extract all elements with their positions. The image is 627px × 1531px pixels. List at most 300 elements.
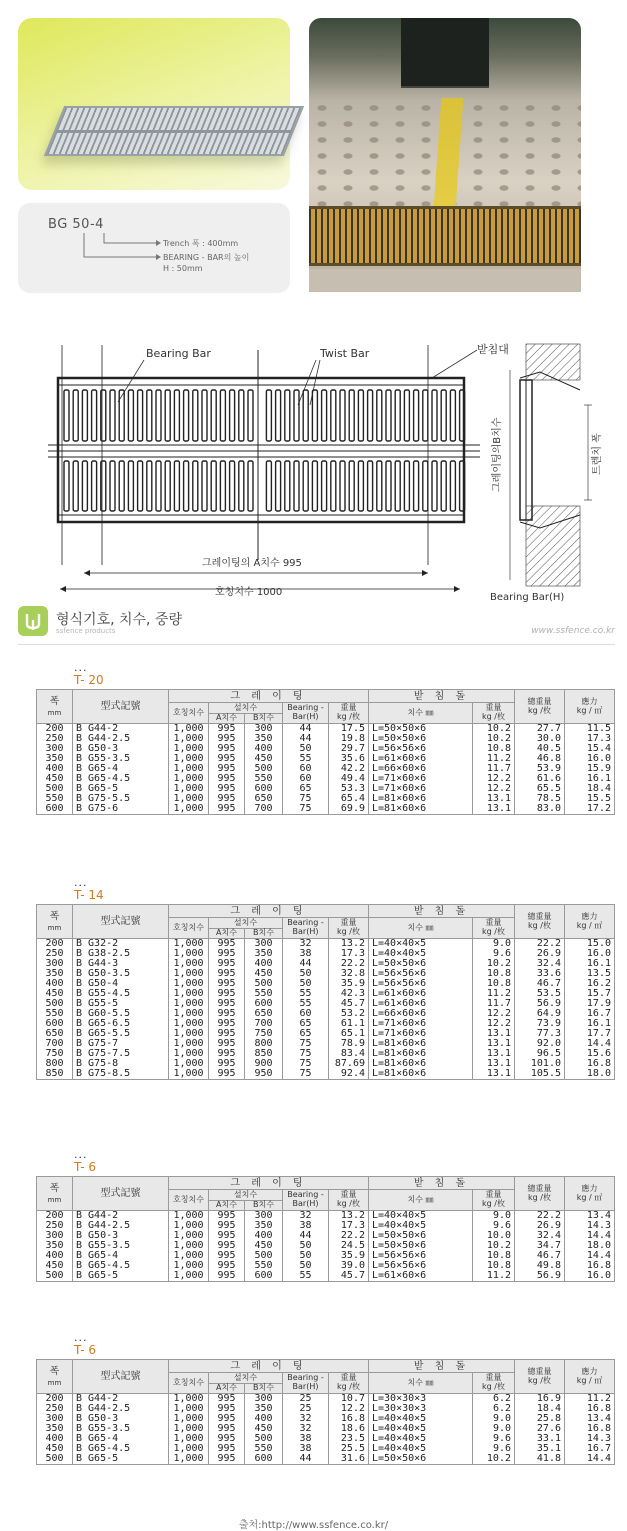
bearing-header: Bearing - Bar(H)	[283, 1373, 329, 1394]
grating-bar	[82, 390, 87, 441]
total-weight-cell: 22.2	[515, 939, 565, 950]
total-weight-cell: 56.9	[515, 999, 565, 1009]
stress-cell: 13.4	[565, 1211, 615, 1222]
support-weight-cell: 9.0	[473, 1211, 515, 1222]
nominal-cell: 1,000	[169, 1261, 209, 1271]
width-cell: 200	[37, 1211, 73, 1222]
support-weight-cell: 13.1	[473, 1039, 515, 1049]
grating-diagram	[40, 330, 603, 609]
support-dim-cell: L=40×40×5	[369, 1424, 473, 1434]
total-weight-cell: 64.9	[515, 1009, 565, 1019]
a-dim-cell: 995	[209, 1251, 245, 1261]
a-dim-cell: 995	[209, 1221, 245, 1231]
support-dim-cell: L=61×60×6	[369, 989, 473, 999]
bearing-header: Bearing - Bar(H)	[283, 918, 329, 939]
grating-bar	[294, 461, 299, 511]
grating-bar	[174, 390, 179, 441]
total-weight-cell: 53.9	[515, 764, 565, 774]
support-dim-cell: L=66×60×6	[369, 1009, 473, 1019]
grating-bar	[202, 461, 207, 511]
stress-cell: 16.8	[565, 1261, 615, 1271]
support-dim-cell: L=81×60×6	[369, 794, 473, 804]
bearing-cell: 60	[283, 764, 329, 774]
bearing-cell: 50	[283, 744, 329, 754]
grating-bar	[138, 461, 143, 511]
width-cell: 200	[37, 1394, 73, 1405]
support-dim-cell: L=61×60×6	[369, 999, 473, 1009]
model-cell: B G65-4.5	[73, 1444, 169, 1454]
nominal-cell: 1,000	[169, 734, 209, 744]
width-cell: 550	[37, 794, 73, 804]
model-cell: B G60-5.5	[73, 1009, 169, 1019]
table-dots: ...	[74, 661, 88, 674]
grating-bar	[349, 390, 354, 441]
table-label: T- 6	[74, 1160, 97, 1174]
total-weight-cell: 26.9	[515, 1221, 565, 1231]
total-weight-cell: 34.7	[515, 1241, 565, 1251]
total-weight-cell: 40.5	[515, 744, 565, 754]
support-dim-header: 치수 ㎜	[369, 1190, 473, 1211]
model-cell: B G65-4.5	[73, 774, 169, 784]
nominal-cell: 1,000	[169, 1009, 209, 1019]
width-cell: 450	[37, 1261, 73, 1271]
bearing-cell: 65	[283, 784, 329, 794]
total-weight-cell: 30.0	[515, 734, 565, 744]
model-cell: B G65-5	[73, 1271, 169, 1282]
a-dim-cell: 995	[209, 1261, 245, 1271]
bearing-cell: 65	[283, 1019, 329, 1029]
support-dim-cell: L=50×50×6	[369, 1231, 473, 1241]
grating-bar	[64, 461, 69, 511]
bearing-cell: 32	[283, 1424, 329, 1434]
bearing-cell: 50	[283, 1261, 329, 1271]
nominal-cell: 1,000	[169, 1059, 209, 1069]
grating-bar	[73, 461, 78, 511]
grating-bar	[128, 390, 133, 441]
grating-bar	[220, 390, 225, 441]
grating-weight-cell: 53.2	[329, 1009, 369, 1019]
support-weight-cell: 12.2	[473, 1019, 515, 1029]
width-cell: 250	[37, 949, 73, 959]
a-dim-cell: 995	[209, 794, 245, 804]
grating-bar	[358, 390, 363, 441]
grating-weight-header: 重量 kg /枚	[329, 918, 369, 939]
grating-bar	[119, 390, 124, 441]
support-weight-header: 重量 kg /枚	[473, 1190, 515, 1211]
grating-bar	[92, 390, 97, 441]
spec-table-block	[36, 876, 614, 1080]
grating-weight-cell: 65.1	[329, 1029, 369, 1039]
support-weight-cell: 10.8	[473, 969, 515, 979]
support-weight-cell: 11.7	[473, 764, 515, 774]
width-cell: 500	[37, 1454, 73, 1465]
table-row	[37, 1444, 615, 1454]
support-dim-cell: L=81×60×6	[369, 804, 473, 815]
bearing-bar-height-note: BEARING - BAR의 높이	[163, 253, 250, 262]
total-weight-cell: 18.4	[515, 1404, 565, 1414]
grating-weight-cell: 13.2	[329, 939, 369, 950]
stress-cell: 17.9	[565, 999, 615, 1009]
grating-weight-cell: 22.2	[329, 1231, 369, 1241]
model-cell: B G75-8	[73, 1059, 169, 1069]
nominal-dimension-label: 호칭치수 1000	[215, 587, 283, 598]
width-header: 폭 mm	[37, 905, 73, 939]
support-dim-cell: L=50×50×6	[369, 734, 473, 744]
b-dim-cell: 650	[245, 794, 283, 804]
support-weight-cell: 10.8	[473, 1261, 515, 1271]
support-dim-cell: L=56×56×6	[369, 744, 473, 754]
support-dim-cell: L=40×40×5	[369, 1444, 473, 1454]
grating-weight-cell: 16.8	[329, 1414, 369, 1424]
b-dim-cell: 550	[245, 1444, 283, 1454]
a-dim-cell: 995	[209, 939, 245, 950]
tunnel-entrance	[401, 18, 489, 88]
grating-bar	[322, 461, 327, 511]
b-dim-cell: 600	[245, 784, 283, 794]
nominal-cell: 1,000	[169, 1414, 209, 1424]
a-dim-cell: 995	[209, 1211, 245, 1222]
support-weight-cell: 9.6	[473, 949, 515, 959]
bearing-header: Bearing - Bar(H)	[283, 703, 329, 724]
twist-bar-label: Twist Bar	[320, 347, 370, 360]
total-weight-cell: 83.0	[515, 804, 565, 815]
grating-bar	[239, 461, 244, 511]
stress-cell: 17.2	[565, 804, 615, 815]
grating-bar	[377, 461, 382, 511]
table-row	[37, 969, 615, 979]
total-weight-cell: 65.5	[515, 784, 565, 794]
width-cell: 250	[37, 1404, 73, 1414]
width-cell: 450	[37, 989, 73, 999]
stress-cell: 16.8	[565, 1424, 615, 1434]
width-cell: 300	[37, 1414, 73, 1424]
total-weight-cell: 46.8	[515, 754, 565, 764]
grating-bar	[156, 390, 161, 441]
model-cell: B G65-5.5	[73, 1029, 169, 1039]
grating-bar	[193, 390, 198, 441]
total-weight-cell: 77.3	[515, 1029, 565, 1039]
table-row	[37, 794, 615, 804]
support-weight-cell: 13.1	[473, 804, 515, 815]
nominal-cell: 1,000	[169, 959, 209, 969]
support-weight-cell: 10.2	[473, 1241, 515, 1251]
grating-weight-cell: 17.5	[329, 724, 369, 735]
bearing-cell: 44	[283, 724, 329, 735]
section-icon	[18, 606, 48, 636]
b-dim-cell: 400	[245, 1231, 283, 1241]
support-weight-cell: 6.2	[473, 1404, 515, 1414]
stress-cell: 14.4	[565, 1231, 615, 1241]
support-dim-cell: L=71×60×6	[369, 1029, 473, 1039]
grating-bar	[147, 390, 152, 441]
total-weight-cell: 92.0	[515, 1039, 565, 1049]
nominal-cell: 1,000	[169, 1029, 209, 1039]
support-header: 받 침 돌	[369, 1177, 515, 1190]
b-dim-cell: 350	[245, 1404, 283, 1414]
nominal-cell: 1,000	[169, 1251, 209, 1261]
support-weight-cell: 9.0	[473, 1424, 515, 1434]
total-weight-cell: 105.5	[515, 1069, 565, 1080]
width-cell: 300	[37, 744, 73, 754]
b-dim-header: B치수	[245, 1201, 283, 1211]
support-dim-cell: L=56×56×6	[369, 1251, 473, 1261]
support-dim-cell: L=50×50×6	[369, 724, 473, 735]
a-dim-cell: 995	[209, 1019, 245, 1029]
a-dim-cell: 995	[209, 774, 245, 784]
total-weight-cell: 96.5	[515, 1049, 565, 1059]
model-cell: B G55-4.5	[73, 989, 169, 999]
bearing-cell: 38	[283, 1221, 329, 1231]
table-row	[37, 774, 615, 784]
grating-bar	[404, 390, 409, 441]
support-weight-cell: 9.6	[473, 1444, 515, 1454]
a-dim-cell: 995	[209, 1404, 245, 1414]
site-url: www.ssfence.co.kr	[531, 626, 615, 636]
grating-weight-cell: 17.3	[329, 1221, 369, 1231]
grating-weight-header: 重量 kg /枚	[329, 703, 369, 724]
stress-cell: 18.0	[565, 1069, 615, 1080]
a-dim-cell: 995	[209, 999, 245, 1009]
grating-bar	[276, 390, 281, 441]
bearing-cell: 75	[283, 804, 329, 815]
support-label: 받침대	[477, 343, 509, 356]
b-dim-cell: 950	[245, 1069, 283, 1080]
support-weight-cell: 10.2	[473, 734, 515, 744]
a-dim-header: A치수	[209, 1201, 245, 1211]
stress-cell: 15.4	[565, 744, 615, 754]
support-header: 받 침 돌	[369, 1360, 515, 1373]
support-dim-cell: L=81×60×6	[369, 1039, 473, 1049]
grating-weight-cell: 17.3	[329, 949, 369, 959]
a-dim-cell: 995	[209, 804, 245, 815]
support-weight-cell: 10.2	[473, 1454, 515, 1465]
grating-bar	[340, 390, 345, 441]
b-dim-cell: 600	[245, 999, 283, 1009]
model-cell: B G44-2	[73, 724, 169, 735]
nominal-cell: 1,000	[169, 1434, 209, 1444]
table-dots: ...	[74, 1331, 88, 1344]
grating-weight-cell: 32.8	[329, 969, 369, 979]
total-weight-cell: 101.0	[515, 1059, 565, 1069]
support-weight-cell: 10.8	[473, 979, 515, 989]
table-row	[37, 1241, 615, 1251]
a-dim-cell: 995	[209, 1009, 245, 1019]
b-dimension-label: 그레이팅의B치수	[492, 417, 503, 492]
a-dim-cell: 995	[209, 1039, 245, 1049]
total-weight-cell: 33.1	[515, 1434, 565, 1444]
total-weight-header: 總重量 kg /枚	[515, 1360, 565, 1394]
install-header: 설치수	[209, 918, 283, 929]
spec-table-block	[36, 661, 614, 815]
a-dim-cell: 995	[209, 764, 245, 774]
nominal-cell: 1,000	[169, 939, 209, 950]
a-dim-cell: 995	[209, 1454, 245, 1465]
stress-cell: 14.4	[565, 1454, 615, 1465]
grating-bar	[128, 461, 133, 511]
grating-weight-cell: 69.9	[329, 804, 369, 815]
grating-weight-cell: 92.4	[329, 1069, 369, 1080]
model-cell: B G50-3	[73, 744, 169, 754]
stress-header: 應力 kg / ㎡	[565, 690, 615, 724]
grating-bar	[184, 461, 189, 511]
table-row	[37, 1049, 615, 1059]
grating-bar	[368, 390, 373, 441]
support-weight-header: 重量 kg /枚	[473, 1373, 515, 1394]
support-dim-cell: L=66×60×6	[369, 764, 473, 774]
table-label: T- 14	[74, 888, 104, 902]
grating-bar	[82, 461, 87, 511]
stress-cell: 16.1	[565, 959, 615, 969]
width-cell: 300	[37, 1231, 73, 1241]
grating-weight-cell: 45.7	[329, 999, 369, 1009]
support-weight-cell: 11.2	[473, 754, 515, 764]
grating-weight-cell: 22.2	[329, 959, 369, 969]
grating-bar	[414, 461, 419, 511]
model-cell: B G50-3	[73, 1231, 169, 1241]
support-dim-cell: L=50×50×6	[369, 959, 473, 969]
a-dim-cell: 995	[209, 724, 245, 735]
support-dim-cell: L=40×40×5	[369, 1434, 473, 1444]
bearing-cell: 75	[283, 1059, 329, 1069]
stress-cell: 11.2	[565, 1394, 615, 1405]
nominal-cell: 1,000	[169, 999, 209, 1009]
model-header: 型式記號	[73, 905, 169, 939]
b-dim-cell: 450	[245, 754, 283, 764]
table-row	[37, 1221, 615, 1231]
grating-bar	[432, 390, 437, 441]
nominal-cell: 1,000	[169, 1039, 209, 1049]
table-row	[37, 1454, 615, 1465]
nominal-cell: 1,000	[169, 804, 209, 815]
grating-bar	[312, 461, 317, 511]
stress-cell: 15.9	[565, 764, 615, 774]
nominal-cell: 1,000	[169, 754, 209, 764]
total-weight-cell: 49.8	[515, 1261, 565, 1271]
model-cell: B G50-3	[73, 1414, 169, 1424]
support-dim-cell: L=50×50×6	[369, 1454, 473, 1465]
total-weight-cell: 27.6	[515, 1424, 565, 1434]
support-weight-header: 重量 kg /枚	[473, 918, 515, 939]
a-dim-cell: 995	[209, 1424, 245, 1434]
grating-bar	[211, 461, 216, 511]
install-header: 설치수	[209, 1190, 283, 1201]
b-dim-header: B치수	[245, 1384, 283, 1394]
bearing-cell: 25	[283, 1404, 329, 1414]
a-dim-cell: 995	[209, 1231, 245, 1241]
table-row	[37, 1404, 615, 1414]
grating-bar	[423, 390, 428, 441]
support-weight-cell: 10.8	[473, 1251, 515, 1261]
grating-bar	[377, 390, 382, 441]
spec-table-block	[36, 1148, 614, 1282]
stress-cell: 18.4	[565, 784, 615, 794]
model-cell: B G55-3.5	[73, 754, 169, 764]
model-code-leader-lines	[18, 203, 290, 293]
support-weight-header: 重量 kg /枚	[473, 703, 515, 724]
grating-bar	[331, 461, 336, 511]
width-cell: 500	[37, 999, 73, 1009]
support-dim-cell: L=40×40×5	[369, 1221, 473, 1231]
nominal-cell: 1,000	[169, 724, 209, 735]
model-cell: B G38-2.5	[73, 949, 169, 959]
support-dim-header: 치수 ㎜	[369, 1373, 473, 1394]
total-weight-cell: 46.7	[515, 979, 565, 989]
bearing-bar-h-label: Bearing Bar(H)	[490, 592, 565, 603]
total-weight-cell: 61.6	[515, 774, 565, 784]
bearing-cell: 75	[283, 794, 329, 804]
bearing-cell: 75	[283, 1069, 329, 1080]
stress-cell: 16.1	[565, 1019, 615, 1029]
b-dim-header: B치수	[245, 929, 283, 939]
nominal-cell: 1,000	[169, 764, 209, 774]
total-weight-cell: 27.7	[515, 724, 565, 735]
support-dim-cell: L=56×56×6	[369, 969, 473, 979]
a-dim-cell: 995	[209, 1241, 245, 1251]
model-cell: B G44-2.5	[73, 1404, 169, 1414]
total-weight-cell: 22.2	[515, 1211, 565, 1222]
bearing-cell: 44	[283, 734, 329, 744]
a-dim-cell: 995	[209, 754, 245, 764]
width-cell: 450	[37, 1444, 73, 1454]
b-dim-cell: 550	[245, 774, 283, 784]
nominal-cell: 1,000	[169, 774, 209, 784]
stress-cell: 16.8	[565, 1059, 615, 1069]
model-cell: B G65-4	[73, 1434, 169, 1444]
nominal-cell: 1,000	[169, 1069, 209, 1080]
support-dim-cell: L=71×60×6	[369, 784, 473, 794]
grating-weight-cell: 35.9	[329, 1251, 369, 1261]
width-cell: 200	[37, 939, 73, 950]
grating-bar	[101, 390, 106, 441]
model-cell: B G65-5	[73, 784, 169, 794]
table-row	[37, 1029, 615, 1039]
stress-cell: 17.3	[565, 734, 615, 744]
spec-table	[36, 689, 615, 815]
support-weight-cell: 13.1	[473, 1059, 515, 1069]
grating-weight-cell: 39.0	[329, 1261, 369, 1271]
support-weight-cell: 10.2	[473, 724, 515, 735]
support-weight-cell: 11.2	[473, 989, 515, 999]
support-dim-cell: L=71×60×6	[369, 1019, 473, 1029]
b-dim-cell: 350	[245, 1221, 283, 1231]
nominal-cell: 1,000	[169, 989, 209, 999]
model-cell: B G65-6.5	[73, 1019, 169, 1029]
total-weight-cell: 16.9	[515, 1394, 565, 1405]
grating-bar	[193, 461, 198, 511]
nominal-cell: 1,000	[169, 1241, 209, 1251]
model-cell: B G44-2	[73, 1394, 169, 1405]
stress-header: 應力 kg / ㎡	[565, 1177, 615, 1211]
grating-weight-header: 重量 kg /枚	[329, 1190, 369, 1211]
width-cell: 400	[37, 979, 73, 989]
b-dim-cell: 550	[245, 1261, 283, 1271]
grating-bar	[303, 461, 308, 511]
grating-weight-cell: 78.9	[329, 1039, 369, 1049]
table-row	[37, 1069, 615, 1080]
grating-bar	[138, 390, 143, 441]
support-weight-cell: 6.2	[473, 1394, 515, 1405]
width-header: 폭 mm	[37, 690, 73, 724]
support-weight-cell: 9.6	[473, 1434, 515, 1444]
bearing-cell: 32	[283, 1211, 329, 1222]
model-cell: B G75-6	[73, 804, 169, 815]
nominal-cell: 1,000	[169, 979, 209, 989]
grating-weight-cell: 35.6	[329, 754, 369, 764]
nominal-cell: 1,000	[169, 1049, 209, 1059]
b-dim-cell: 500	[245, 1251, 283, 1261]
total-weight-header: 總重量 kg /枚	[515, 1177, 565, 1211]
grating-header: 그 레 이 팅	[169, 905, 369, 918]
